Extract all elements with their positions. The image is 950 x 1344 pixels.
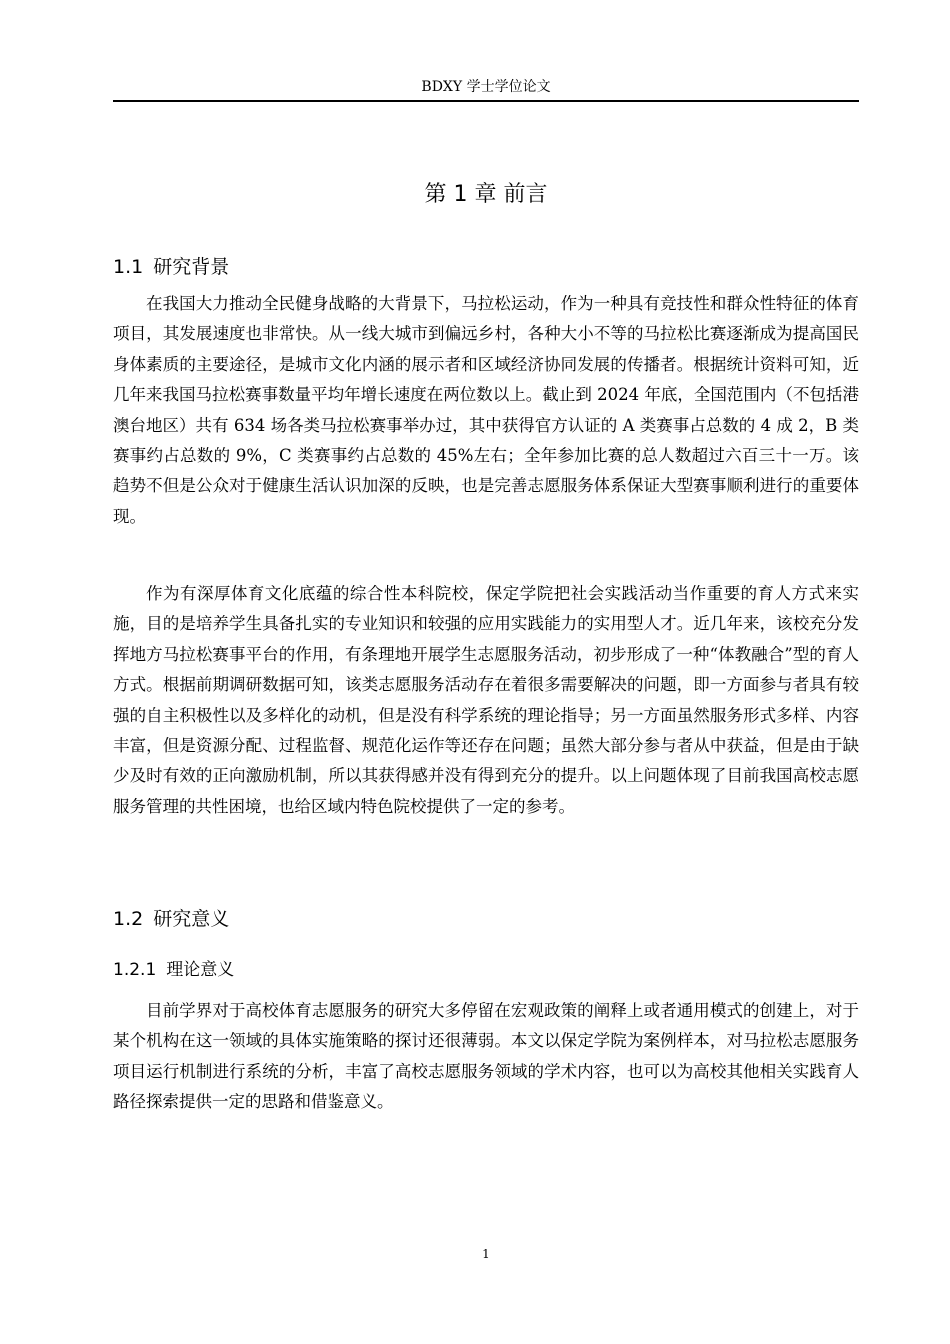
section-heading-1-2	[113, 906, 859, 932]
subsection-title: 理论意义	[166, 960, 235, 980]
chapter-title: 第 1 章 前言	[424, 182, 548, 207]
paragraph-theoretical-significance: 目前学界对于高校体育志愿服务的研究大多停留在宏观政策的阐释上或者通用模式的创建上，对于某个机构在这一领域的具体实施策略的探讨还很薄弱。本文以保定学院为案例样本，对马拉松志愿服务项目运行机制进行系统的分析，丰富了高校志愿服务领域的学术内容，也可以为高校其他相关实践育人路径探索提供一定的思路和借鉴意义。	[113, 1001, 859, 1112]
section-number: 1.1	[113, 256, 144, 278]
section-heading-1-1	[113, 254, 859, 280]
running-header: BDXY 学士学位论文	[421, 79, 551, 95]
subsection-heading-1-2-1	[113, 958, 859, 982]
paragraph-background-2: 作为有深厚体育文化底蕴的综合性本科院校，保定学院把社会实践活动当作重要的育人方式来实施，目的是培养学生具备扎实的专业知识和较强的应用实践能力的实用型人才。近几年来，该校充分发挥地方马拉松赛事平台的作用，有条理地开展学生志愿服务活动，初步形成了一种“体教融合”型的育人方式。根据前期调研数据可知，该类志愿服务活动存在着很多需要解决的问题，即一方面参与者具有较强的自主积极性以及多样化的动机，但是没有科学系统的理论指导；另一方面虽然服务形式多样、内容丰富，但是资源分配、过程监督、规范化运作等还存在问题；虽然大部分参与者从中获益，但是由于缺少及时有效的正向激励机制，所以其获得感并没有得到充分的提升。以上问题体现了目前我国高校志愿服务管理的共性困境，也给区域内特色院校提供了一定的参考。	[113, 584, 859, 816]
subsection-number: 1.2.1	[113, 960, 157, 980]
section-number: 1.2	[113, 908, 144, 930]
paragraph-background-1: 在我国大力推动全民健身战略的大背景下，马拉松运动，作为一种具有竞技性和群众性特征的体育项目，其发展速度也非常快。从一线大城市到偏远乡村，各种大小不等的马拉松比赛逐渐成为提高国民身体素质的主要途径，是城市文化内涵的展示者和区域经济协同发展的传播者。根据统计资料可知，近几年来我国马拉松赛事数量平均年增长速度在两位数以上。截止到 2024 年底，全国范围内（不包括港澳台地区）共有 634 场各类马拉松赛事举办过，其中获得官方认证的 A 类赛事占总数的 4 成 2，B 类赛事约占总数的 9%，C 类赛事约占总数的 45%左右；全年参加比赛的总人数超过六百三十一万。该趋势不但是公众对于健康生活认识加深的反映，也是完善志愿服务体系保证大型赛事顺利进行的重要体现。	[113, 294, 859, 526]
page-number: 1	[482, 1247, 490, 1261]
header-rule	[113, 100, 859, 102]
section-title: 研究背景	[153, 256, 230, 278]
section-title: 研究意义	[153, 908, 230, 930]
